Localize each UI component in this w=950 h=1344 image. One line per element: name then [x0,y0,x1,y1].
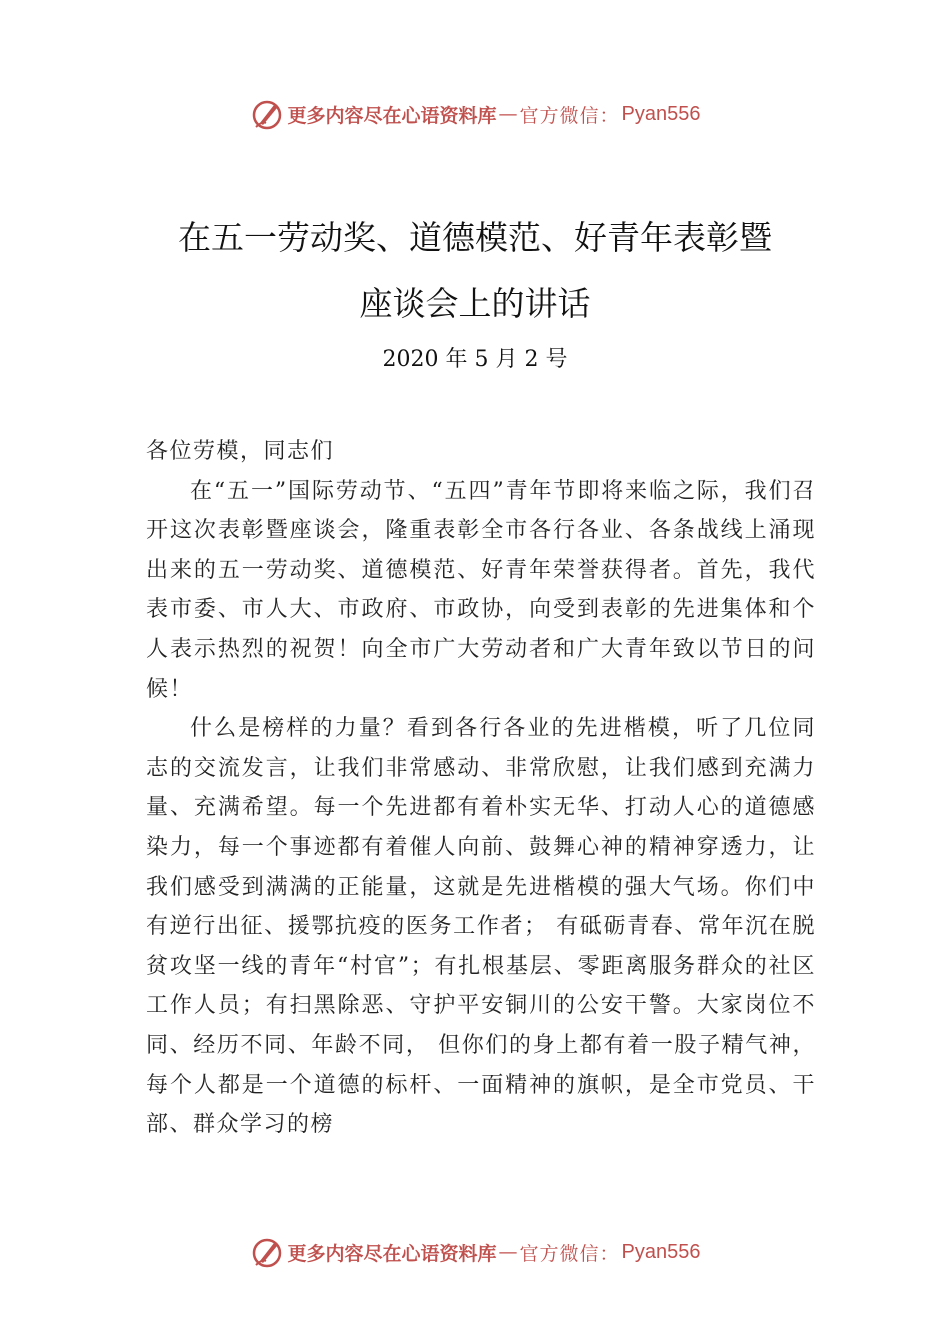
watermark-tail: 官方微信： [519,104,620,127]
document-date: 2020 年 5 月 2 号 [382,347,568,372]
paragraph-1: 在“五一”国际劳动节、“五四”青年节即将来临之际，我们召开这次表彰暨座谈会，隆重表彰全市各行各业、各条战线上涌现出来的五一劳动奖、道德模范、好青年荣誉获得者。首先，我代表市委、市人大、市政府、市政协，向受到表彰的先进集体和个人表示热烈的祝贺！向全市广大劳动者和广大青年致以节日的问候！ [146,478,816,702]
watermark-dash: — [498,103,518,125]
watermark-main: 更多内容尽在心语资料库 [287,1242,497,1265]
footer-watermark [0,1232,950,1272]
paragraph-2: 什么是榜样的力量？看到各行各业的先进楷模，听了几位同志的交流发言，让我们非常感动、非常欣慰，让我们感到充满力量、充满希望。每一个先进都有着朴实无华、打动人心的道德感染力，每一个事迹都有着催人向前、鼓舞心神的精神穿透力，让我们感受到满满的正能量，这就是先进楷模的强大气场。你们中有逆行出征、援鄂抗疫的医务工作者； 有砥砺青春、常年沉在脱贫攻坚一线的青年“村官”；有扎根基层、零距离服务群众的社区工作人员；有扫黑除恶、守护平安铜川的公安干警。大家岗位不同、经历不同、年龄不同， 但你们的身上都有着一股子精气神，每个人都是一个道德的标杆、一面精神的旗帜，是全市党员、干部、群众学习的榜 [146,716,816,1138]
header-watermark [0,94,950,134]
salutation: 各位劳模，同志们 [146,439,335,464]
document-title-line2: 座谈会上的讲话 [359,284,591,323]
watermark-id: Pyan556 [621,1240,701,1263]
document-body [146,432,816,1145]
watermark-id: Pyan556 [621,102,701,125]
pen-logo-icon [250,1235,284,1269]
watermark-main: 更多内容尽在心语资料库 [287,104,497,127]
watermark-dash: — [498,1241,518,1263]
pen-logo-icon [250,97,284,131]
watermark-tail: 官方微信： [519,1242,620,1265]
document-title-line1: 在五一劳动奖、道德模范、好青年表彰暨 [178,218,772,257]
